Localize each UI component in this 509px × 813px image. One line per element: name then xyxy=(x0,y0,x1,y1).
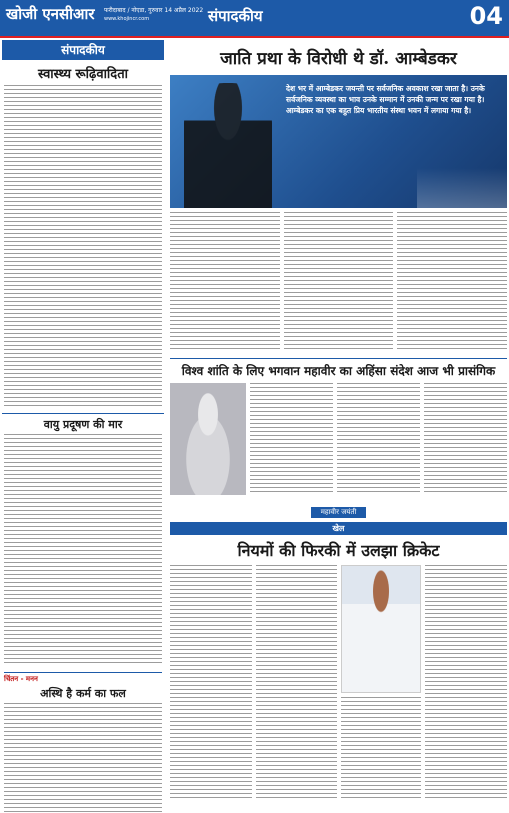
editorial-body xyxy=(4,85,162,407)
cricket-headline: नियमों की फिरकी में उलझा क्रिकेट xyxy=(237,541,440,560)
cricket-col-1 xyxy=(170,565,252,801)
article-col-1 xyxy=(170,212,280,352)
cricket-col-3 xyxy=(341,697,421,801)
left-column xyxy=(2,40,164,800)
khel-section-band: खेल xyxy=(170,522,507,535)
main-column xyxy=(170,40,507,801)
ambedkar-hero xyxy=(170,75,507,208)
article-col-3 xyxy=(397,212,507,352)
chintan-body xyxy=(4,703,162,813)
cricket-photo-block xyxy=(341,565,421,801)
sampadkiya-ribbon: संपादकीय xyxy=(2,40,164,60)
cricket-col-4 xyxy=(425,565,507,801)
mahavir-image xyxy=(170,383,246,495)
chintan-headline: अस्थि है कर्म का फल xyxy=(40,687,126,700)
page-number: 04 xyxy=(469,2,503,30)
masthead: खोजी एनसीआर xyxy=(6,5,95,23)
article-col-2 xyxy=(284,212,394,352)
dateline-sub: www.khojincr.com xyxy=(104,16,150,22)
mahavir-col-2 xyxy=(337,383,420,495)
editorial-headline: स्वास्थ्य रूढ़िवादिता xyxy=(38,67,128,82)
hero-quote: देश भर में आम्बेडकर जयन्ती पर सर्वजनिक अवकाश रखा जाता है। उनके सर्वजनिक व्यवस्था का भाव उनके सम्मान में उनकी जन्म पर रखा गया है। आम्बेडकर का एक बहुत प्रिय भारतीय संस्था भवन में लगाया गया है। xyxy=(286,84,485,115)
section-title: संपादकीय xyxy=(208,7,263,25)
dateline: फरीदाबाद / नोएडा, गुरुवार 14 अप्रैल 2022 xyxy=(104,7,204,14)
mahavir-headline: विश्व शांति के लिए भगवान महावीर का अहिंसा संदेश आज भी प्रासंगिक xyxy=(170,358,507,379)
page-header xyxy=(0,0,509,38)
mahavir-col-1 xyxy=(250,383,333,495)
mahavir-article xyxy=(170,383,507,495)
ambedkar-portrait xyxy=(184,83,272,208)
pollution-headline: वायु प्रदूषण की मार xyxy=(2,413,164,432)
pollution-body xyxy=(4,434,162,666)
cricket-article xyxy=(170,565,507,801)
mahavir-col-3 xyxy=(424,383,507,495)
chintan-kicker: चिंतन - मनन xyxy=(4,672,162,684)
ambedkar-headline: जाति प्रथा के विरोधी थे डॉ. आम्बेडकर xyxy=(220,49,457,69)
ambedkar-article-columns xyxy=(170,212,507,352)
cricketer-photo xyxy=(341,565,421,693)
hero-fade xyxy=(417,168,507,208)
mahavir-kicker: महावीर जयंती xyxy=(311,507,367,518)
mahavir-kicker-row xyxy=(170,499,507,518)
cricket-col-2 xyxy=(256,565,338,801)
